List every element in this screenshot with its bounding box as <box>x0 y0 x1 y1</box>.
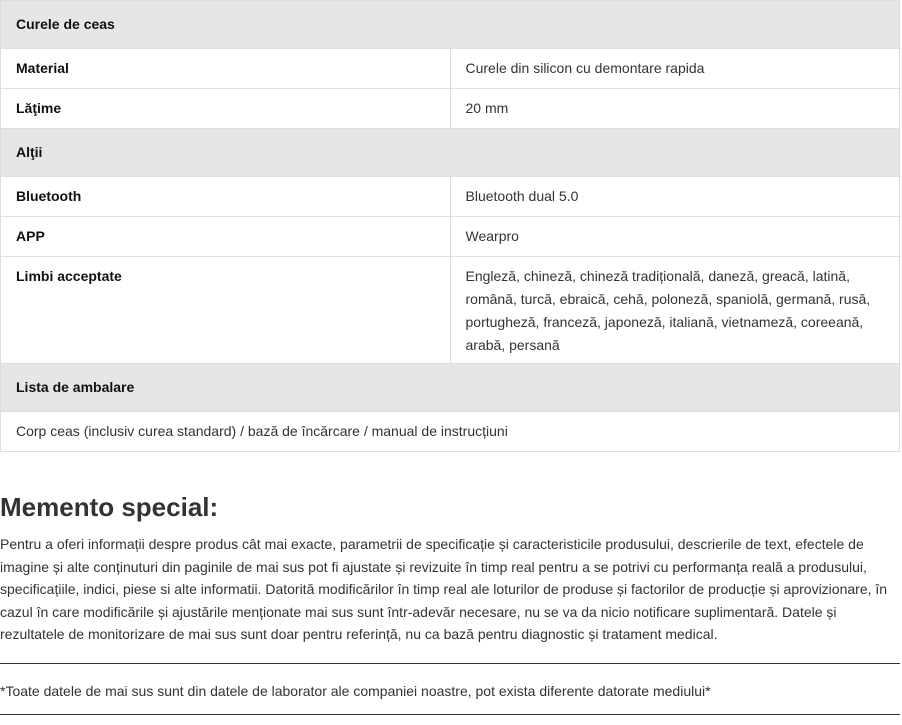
spec-row <box>1 177 900 217</box>
spec-value-languages: Engleză, chineză, chineză tradițională, daneză, greacă, latină, română, turcă, ebraică, cehă, poloneză, spaniolă, germană, rusă, portugheză, franceză, japoneză, italiană, vietnameză, coreeană, arabă, persană <box>450 257 900 364</box>
section-header-package-list: Lista de ambalare <box>1 364 900 412</box>
spec-value-width: 20 mm <box>450 89 900 129</box>
notice-title: Memento special: <box>0 492 219 522</box>
section-row <box>1 364 900 412</box>
footnote-text: *Toate datele de mai sus sunt din datele de laborator ale companiei noastre, pot exista diferente datorate mediului* <box>0 682 711 699</box>
footnote-block <box>0 663 900 715</box>
spec-row <box>1 257 900 364</box>
spec-label-material: Material <box>1 49 451 89</box>
spec-label-width: Lăţime <box>1 89 451 129</box>
spec-row <box>1 217 900 257</box>
spec-value-bluetooth: Bluetooth dual 5.0 <box>450 177 900 217</box>
spec-row <box>1 89 900 129</box>
notice-body: Pentru a oferi informații despre produs cât mai exacte, parametrii de specificație și caracteristicile produsului, descrierile de text, efectele de imagine și alte conținuturi din paginile de mai sus pot fi ajustate și revizuite în timp real pentru a se potrivi cu performanța reală a produsului, specificațiile, indici, piese si alte informatii. Datorită modificărilor în timp real ale loturilor de produse și factorilor de producție și aprovizionare, în cazul în care modificările și ajustările menționate mai sus sunt într-adevăr necesare, nu se va da nicio notificare suplimentară. Datele și rezultatele de monitorizare de mai sus sunt doar pentru referință, nu ca bază pentru diagnostic și tratament medical. <box>0 536 888 642</box>
section-row <box>1 129 900 177</box>
spec-value-app: Wearpro <box>450 217 900 257</box>
spec-value-package: Corp ceas (inclusiv curea standard) / bază de încărcare / manual de instrucțiuni <box>1 412 900 452</box>
spec-row <box>1 412 900 452</box>
section-row <box>1 1 900 49</box>
spec-label-bluetooth: Bluetooth <box>1 177 451 217</box>
spec-row <box>1 49 900 89</box>
section-header-watch-straps: Curele de ceas <box>1 1 900 49</box>
section-header-others: Alţii <box>1 129 900 177</box>
spec-label-languages: Limbi acceptate <box>1 257 451 364</box>
spec-label-app: APP <box>1 217 451 257</box>
spec-value-material: Curele din silicon cu demontare rapida <box>450 49 900 89</box>
